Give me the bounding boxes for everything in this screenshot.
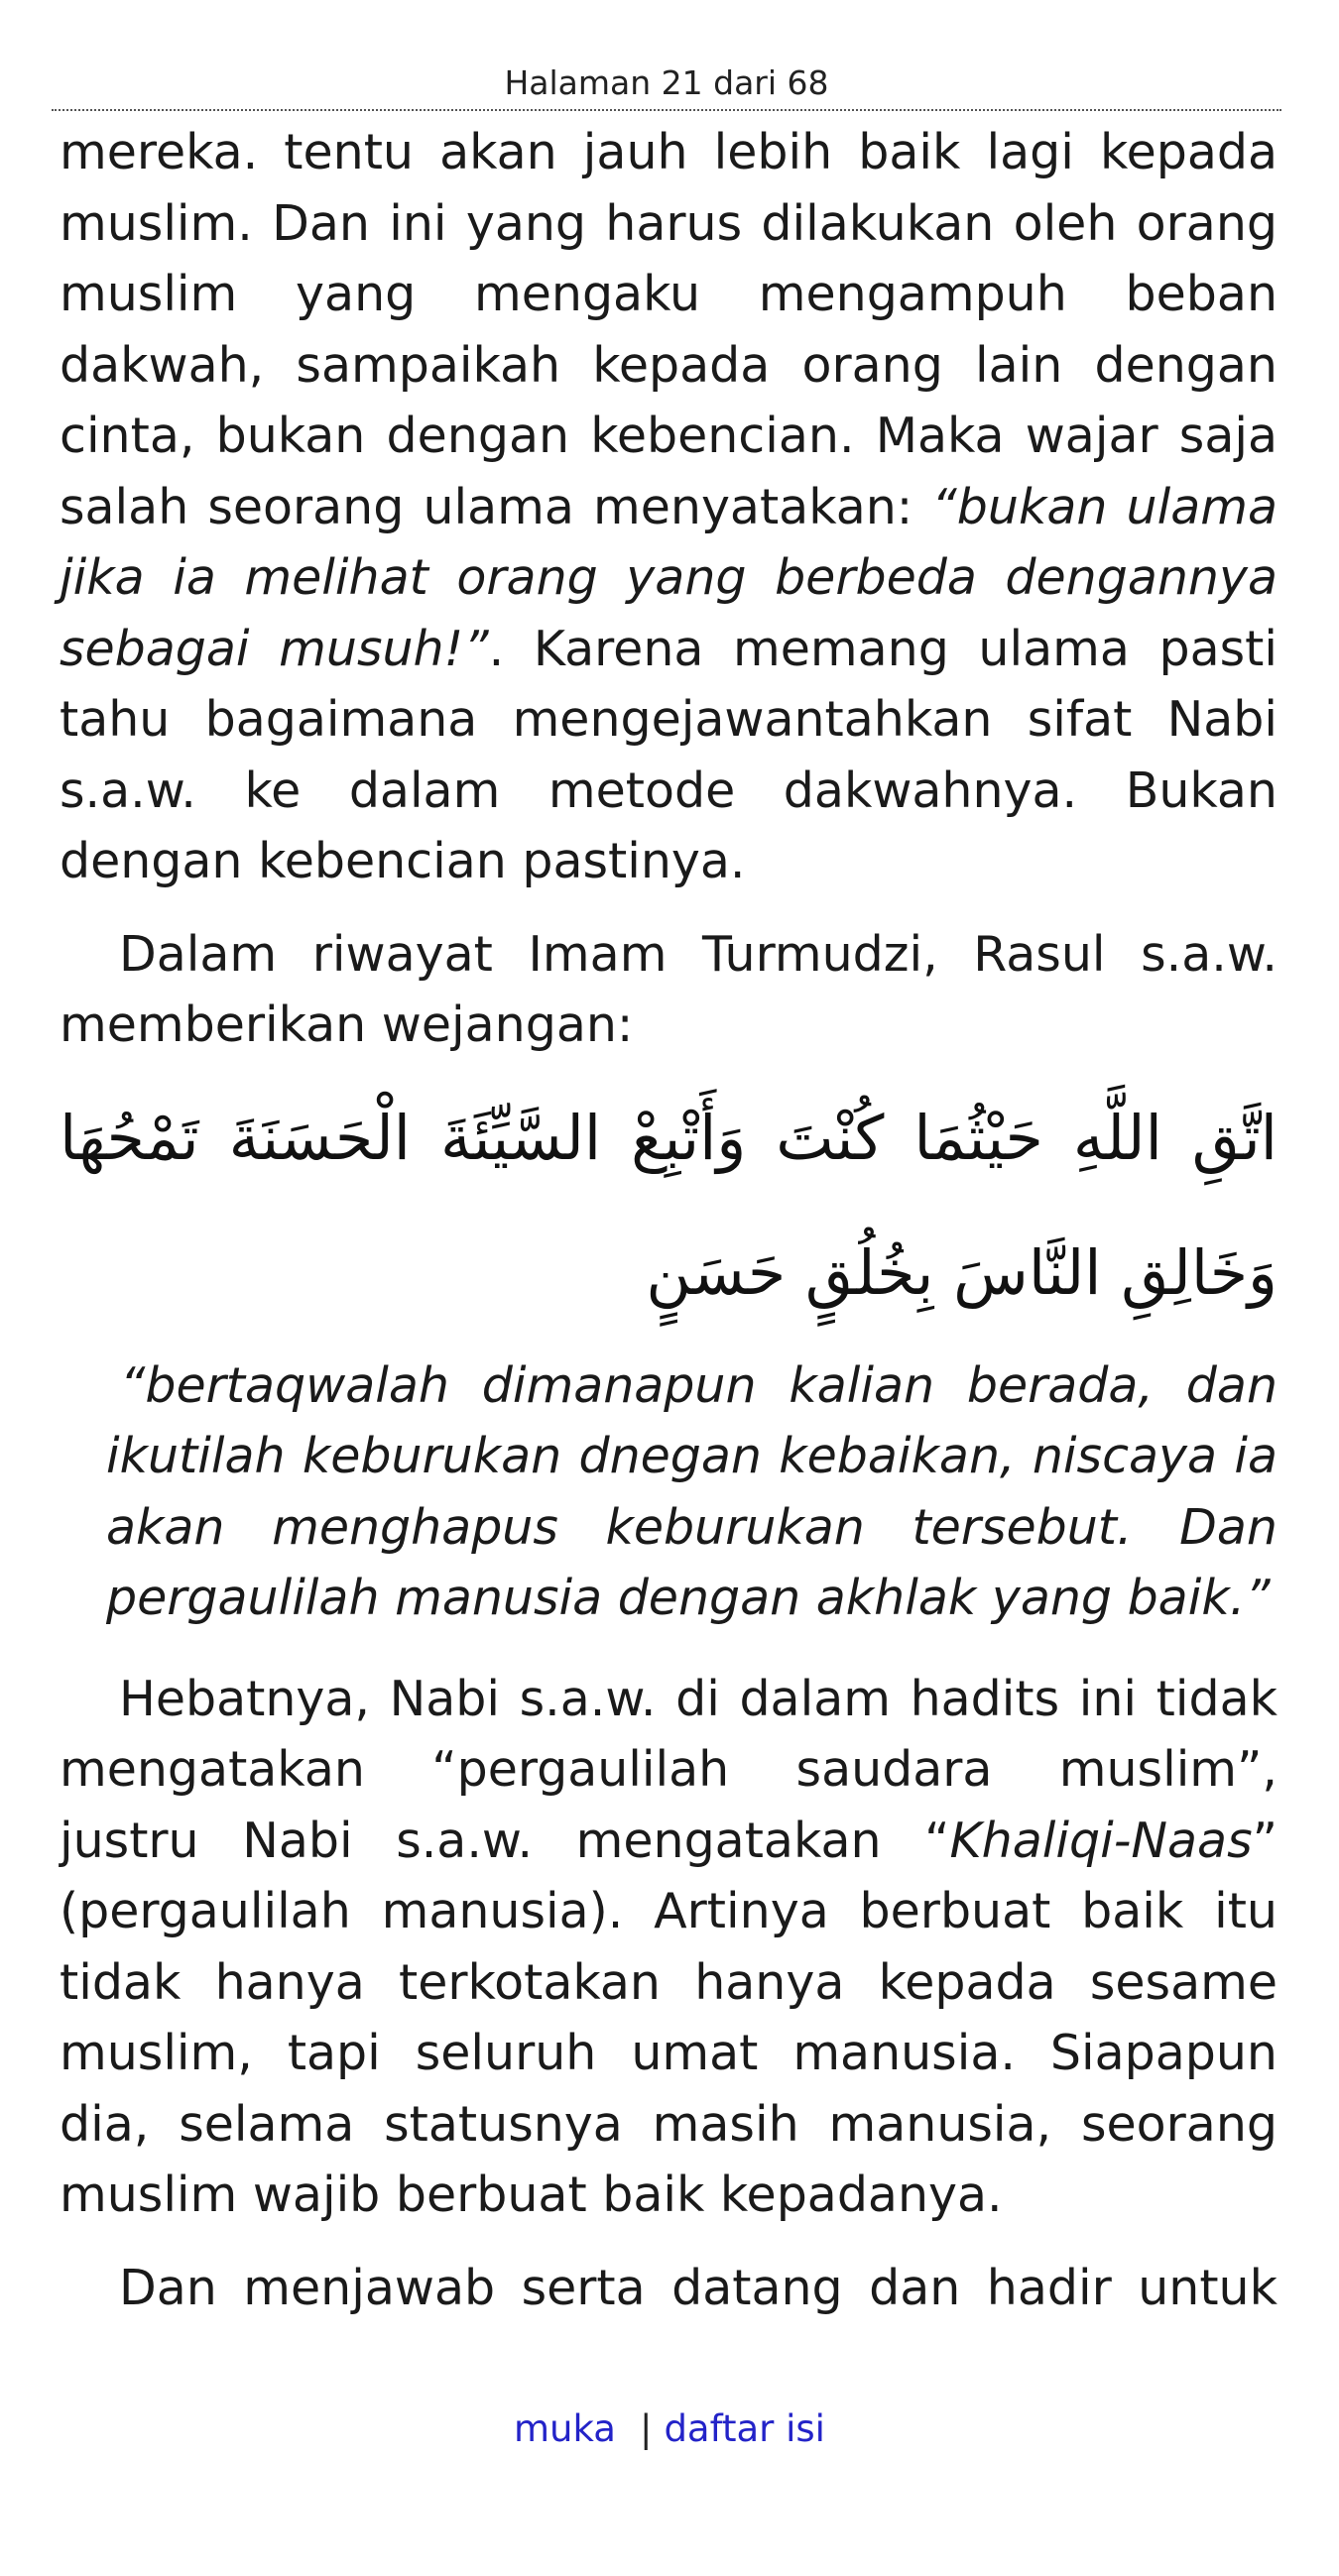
spacer <box>60 897 1278 919</box>
spacer <box>60 2231 1278 2253</box>
paragraph-1-text-a: mereka. tentu akan jauh lebih baik lagi kepada muslim. Dan ini yang harus dilakukan oleh orang muslim yang mengaku mengampuh beban dakwah, sampaikah kepada orang lain dengan cinta, bukan dengan kebencian. Maka wajar saja salah seorang ulama menyatakan: <box>60 124 1278 535</box>
spacer <box>60 1634 1278 1664</box>
paragraph-3 <box>60 1664 1278 2231</box>
page-header <box>52 61 1281 111</box>
paragraph-1-text-b: . Karena memang ulama pasti tahu bagaimana mengejawantahkan sifat Nabi s.a.w. ke dalam metode dakwahnya. Bukan dengan kebencian pastinya. <box>60 620 1278 889</box>
paragraph-2: Dalam riwayat Imam Turmudzi, Rasul s.a.w. memberikan wejangan: <box>60 925 1278 1053</box>
khaliqi-naas-term: Khaliqi-Naas <box>949 1812 1253 1869</box>
footer-separator: | <box>639 2407 653 2450</box>
page-number-label: Halaman 21 dari 68 <box>504 63 829 102</box>
hadith-translation-text: “bertaqwalah dimanapun kalian berada, dan ikutilah keburukan dnegan kebaikan, niscaya ia akan menghapus keburukan tersebut. Dan pergaulilah manusia dengan akhlak yang baik.” <box>106 1356 1278 1626</box>
paragraph-3-text-b: ” (pergaulilah manusia). Artinya berbuat baik itu tidak hanya terkotakan hanya kepada sesame muslim, tapi seluruh umat manusia. Siapapun dia, selama statusnya masih manusia, seorang muslim wajib berbuat baik kepadanya. <box>60 1812 1278 2223</box>
page-content <box>60 117 1278 2323</box>
paragraph-3-text-a: Hebatnya, Nabi s.a.w. di dalam hadits ini tidak mengatakan “pergaulilah saudara muslim”, justru Nabi s.a.w. mengatakan “ <box>60 1670 1278 1869</box>
paragraph-4: Dan menjawab serta datang dan hadir untuk <box>119 2259 1278 2316</box>
footer-navigation <box>0 2405 1339 2453</box>
hadith-arabic-text: اتَّقِ اللَّهِ حَيْثُمَا كُنْتَ وَأَتْبِعْ السَّيِّئَةَ الْحَسَنَةَ تَمْحُهَا وَخَالِقِ النَّاسَ بِخُلُقٍ حَسَنٍ <box>60 1101 1278 1309</box>
paragraph-1 <box>60 117 1278 897</box>
hadith-translation <box>106 1350 1278 1634</box>
ulama-quote: “bukan ulama jika ia melihat orang yang berbeda dengannya sebagai musuh!” <box>60 478 1278 677</box>
home-link[interactable]: muka <box>514 2407 616 2450</box>
table-of-contents-link[interactable]: daftar isi <box>664 2407 825 2450</box>
